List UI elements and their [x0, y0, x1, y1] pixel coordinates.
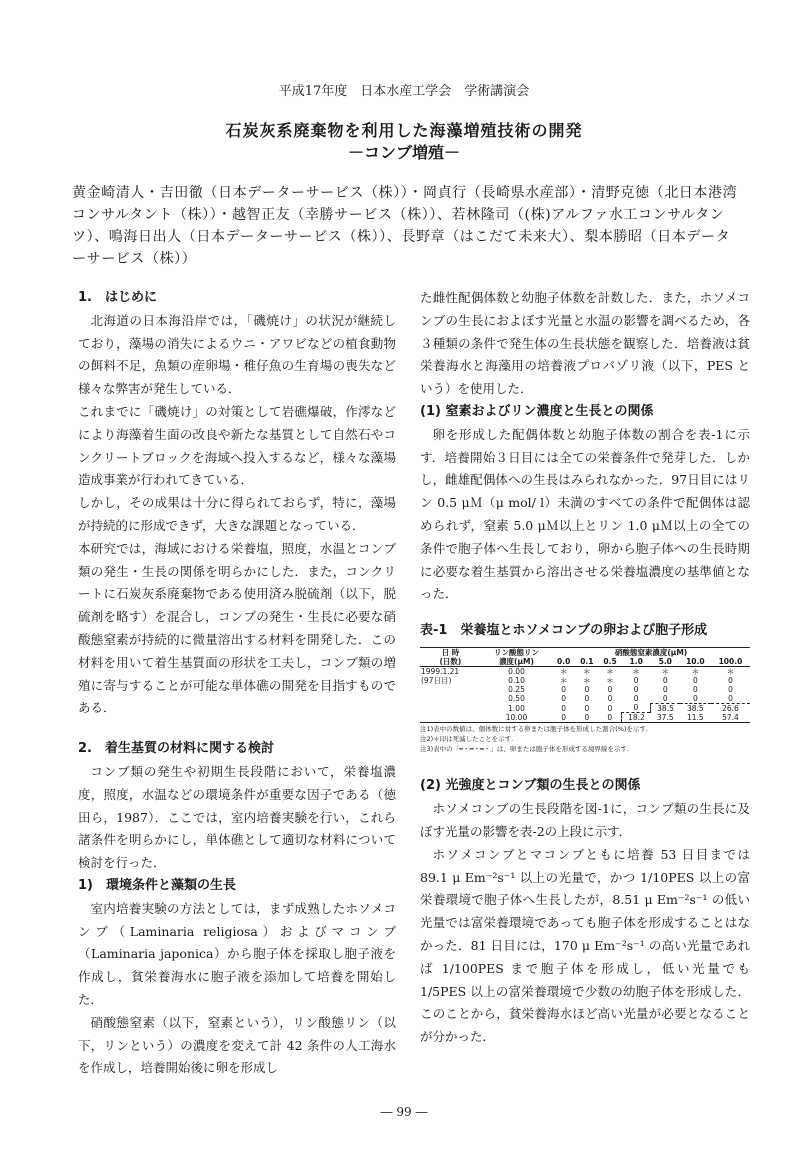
table-row	[420, 685, 750, 694]
table-cell: 37.5	[651, 713, 680, 723]
paper-subtitle: －コンブ増殖－	[347, 143, 460, 162]
table-cell: ＊	[583, 675, 591, 685]
table-header-cell: 日 時	[420, 647, 481, 657]
nutrient-table	[420, 647, 750, 724]
table-cell: 0	[633, 694, 639, 704]
table-cell: 0.10	[508, 675, 525, 685]
paragraph: 卵を形成した配偶体数と幼胞子体数の割合を表-1に示す．培養開始３日目には全ての栄養条件で発芽した．しかし，雌雄配偶体への生長はみられなかった．97日目にはリン 0.5 μＭ（μ mol/ l）未満のすべての条件で配偶体は認められず，窒素 5.0 μＭ以上とリン 1.0 μＭ以上の全ての条件で胞子体へ生長しており，卵から胞子体への生長時期に必要な着生基質から溶出させる栄養塩濃度の基準値となった．	[420, 426, 750, 602]
paragraph: 北海道の日本海沿岸では，「磯焼け」の状況が継続しており，藻場の消失によるウニ・アワビなどの植食動物の餌料不足，魚類の産卵場・稚仔魚の生育場の喪失など様々な弊害が発生している．	[78, 312, 396, 397]
table-cell: 0	[662, 693, 668, 703]
table-cell: ＊	[661, 666, 670, 676]
table-cell: 18.2	[622, 713, 651, 723]
table-header-cell: 0.0	[552, 657, 575, 667]
table-header-cell: 濃度(μM)	[481, 657, 552, 667]
table-cell: 0	[607, 684, 613, 694]
table-cell: 1.00	[508, 703, 525, 713]
table-caption: 表-1 栄養塩とホソメコンブの卵および胞子形成	[420, 623, 708, 639]
table-cell: 0	[633, 684, 639, 694]
table-cell: 0	[584, 684, 590, 694]
conference-header: 平成17年度 日本水産工学会 学術講演会	[278, 84, 530, 99]
table-header-cell: (日数)	[420, 657, 481, 667]
paragraph: 室内培養実験の方法としては，まず成熟したホソメコンブ（Laminaria religiosa）およびマコンブ（Laminaria japonica）から胞子体を採取し胞子液を作成し，貧栄養海水に胞子液を添加して培養を開始した．	[78, 900, 396, 1007]
table-cell: 1999.1.21	[421, 666, 460, 676]
table-cell: 0	[692, 684, 698, 694]
paragraph: た雌性配偶体数と幼胞子体数を計数した．また，ホソメコンブの生長におよぼす光量と水温の影響を調べるため，各３種類の条件で発生体の生長状態を観察した．培養液は貧栄養海水と海藻用の培養液プロバゾリ液（以下，PES という）を使用した．	[420, 290, 750, 397]
table-cell	[420, 694, 481, 704]
table-cell: 38.5	[680, 703, 711, 713]
table-cell: 0	[633, 675, 639, 685]
table-cell: 0	[598, 713, 621, 723]
paragraph: ホソメコンブの生長段階を図-1に，コンブ類の生長に及ぼす光量の影響を表-2の上段に示す．	[420, 801, 750, 840]
table-cell: ＊	[559, 666, 568, 676]
paragraph: これまでに「磯焼け」の対策として岩礁爆破，作澪などにより海藻着生面の改良や新たな基質として自然石やコンクリートブロックを海域へ投入するなど，様々な藻場造成事業が行われてきている．	[78, 403, 396, 488]
table-cell: 0	[561, 684, 567, 694]
table-cell: 0	[728, 684, 733, 694]
table-cell: 0	[575, 713, 598, 723]
section-1-heading: 1. はじめに	[78, 290, 157, 305]
table-header-cell: 1.0	[622, 657, 651, 667]
table-cell: 38.5	[651, 703, 680, 713]
right-column	[420, 287, 750, 1049]
paper-title: 石炭灰系廃棄物を利用した海藻増殖技術の開発	[225, 121, 583, 140]
table-header-cell: 100.0	[711, 657, 750, 667]
author-list: 黄金崎清人・吉田徹（日本データーサービス（株））・岡貞行（長崎県水産部）・清野克徳（北日本港湾コンサルタント（株））・越智正友（幸勝サービス（株））、若林隆司（(株)アルファ水工コンサルタンツ）、鳴海日出人（日本データーサービス（株））、長野章（はこだて未来大）、梨本勝昭（日本データーサービス（株））	[72, 185, 738, 267]
table-row	[420, 694, 750, 704]
table-cell: 0	[607, 694, 613, 704]
paragraph: ホソメコンブとマコンブともに培養 53 日目までは 89.1 μ Em⁻²s⁻¹ 以上の光量で，かつ 1/10PES 以上の富栄養環境で胞子体へ生長したが，8.51 μ Em⁻²s⁻¹ の低い光量では富栄養環境であっても胞子体を形成することはなかった．81 日目には，170 μ Em⁻²s⁻¹ の高い光量であれば 1/100PES まで胞子体を形成し，低い光量でも 1/5PES 以上の富栄養環境で少数の幼胞子体を形成した．このことから，貧栄養海水ほど高い光量が必要となることが分かった．	[420, 846, 750, 1045]
table-header-cell: 0.5	[598, 657, 621, 667]
subsection-heading: (2) 光強度とコンブ類の生長との関係	[420, 778, 641, 794]
table-cell: 0	[561, 703, 567, 713]
table-cell: ＊	[691, 666, 700, 676]
table-header-cell: 5.0	[651, 657, 680, 667]
table-header-cell: リン酸態リン	[481, 647, 552, 657]
table-cell: 0	[584, 694, 590, 704]
table-cell: 0	[607, 703, 613, 713]
table-cell: 57.4	[711, 713, 750, 723]
paragraph: しかし，その成果は十分に得られておらず，特に，藻場が持続的に形成できず，大きな課題となっている．	[78, 495, 396, 533]
table-header-cell: 0.1	[575, 657, 598, 667]
table-cell: 0.50	[508, 694, 525, 704]
paragraph: コンブ類の発生や初期生長段階において，栄養塩濃度，照度，水温などの環境条件が重要な因子である（徳田ら，1987）．ここでは，室内培養実験を行い，これら諸条件を明らかにし，単体礁として適切な材料について検討を行った．	[78, 763, 396, 871]
table-cell: 0	[633, 703, 639, 713]
table-row	[420, 713, 750, 723]
table-row	[420, 703, 750, 713]
section-2-heading: 2. 着生基質の材料に関する検討	[78, 741, 274, 757]
table-cell	[420, 703, 481, 713]
table-cell: ＊	[606, 675, 614, 685]
table-cell	[420, 713, 481, 723]
table-cell: 0	[662, 684, 668, 694]
table-cell: (97日目)	[421, 675, 452, 685]
table-cell: ＊	[606, 666, 614, 676]
table-cell: 11.5	[680, 713, 711, 723]
left-column	[78, 287, 396, 1080]
table-cell: 0	[692, 675, 698, 685]
table-cell: 0.00	[508, 666, 525, 676]
table-cell: ＊	[559, 675, 568, 685]
table-cell: ＊	[726, 666, 735, 676]
table-header-cell: 10.0	[680, 657, 711, 667]
table-note: 注3)表中の「━・━・━・」は、卵または胞子体を形成する境界線を示す.	[420, 745, 629, 754]
table-cell: ＊	[632, 666, 640, 676]
table-cell: 0	[728, 675, 733, 685]
paragraph: 本研究では，海域における栄養塩，照度，水温とコンブ類の発生・生長の関係を明らかにした．また，コンクリートに石炭灰系廃棄物である使用済み脱硫剤（以下，脱硫剤を略す）を混合し，コンブの発生・生長に必要な硝酸態窒素が持続的に微量溶出する材料を開発した．この材料を用いて着生基質面の形状を工夫し，コンブ類の増殖に寄与することが可能な単体礁の開発を目指すものである．	[78, 540, 396, 716]
table-header-cell: 硝酸態窒素濃度(μM)	[552, 647, 750, 657]
table-cell: 0	[552, 713, 575, 723]
table-cell: 0	[728, 693, 733, 703]
subsection-heading: (1) 窒素およびリン濃度と生長との関係	[420, 403, 654, 419]
table-cell: 0.25	[508, 684, 525, 694]
table-note: 注1)表中の数値は、個体数に対する卵または胞子体を形成した割合(%)を示す.	[420, 725, 648, 734]
table-note: 注2)＊印は死滅したことを示す.	[420, 735, 514, 744]
table-cell: 26.6	[711, 703, 750, 713]
table-cell: 0	[584, 703, 590, 713]
table-cell: 10.00	[481, 713, 552, 723]
table-row	[420, 666, 750, 676]
table-cell: 0	[561, 694, 567, 704]
table-cell: 0	[692, 693, 698, 703]
table-cell: ＊	[583, 666, 591, 676]
table-row	[420, 676, 750, 685]
subsection-heading: 1) 環境条件と藻類の生長	[78, 877, 236, 893]
table-cell	[420, 685, 481, 694]
paragraph: 硝酸態窒素（以下，窒素という），リン酸態リン（以下，リンという）の濃度を変えて計 42 条件の人工海水を作成し，培養開始後に卵を形成し	[78, 1014, 396, 1076]
page-number: ― 99 ―	[380, 1105, 428, 1119]
table-cell: 0	[662, 675, 668, 685]
